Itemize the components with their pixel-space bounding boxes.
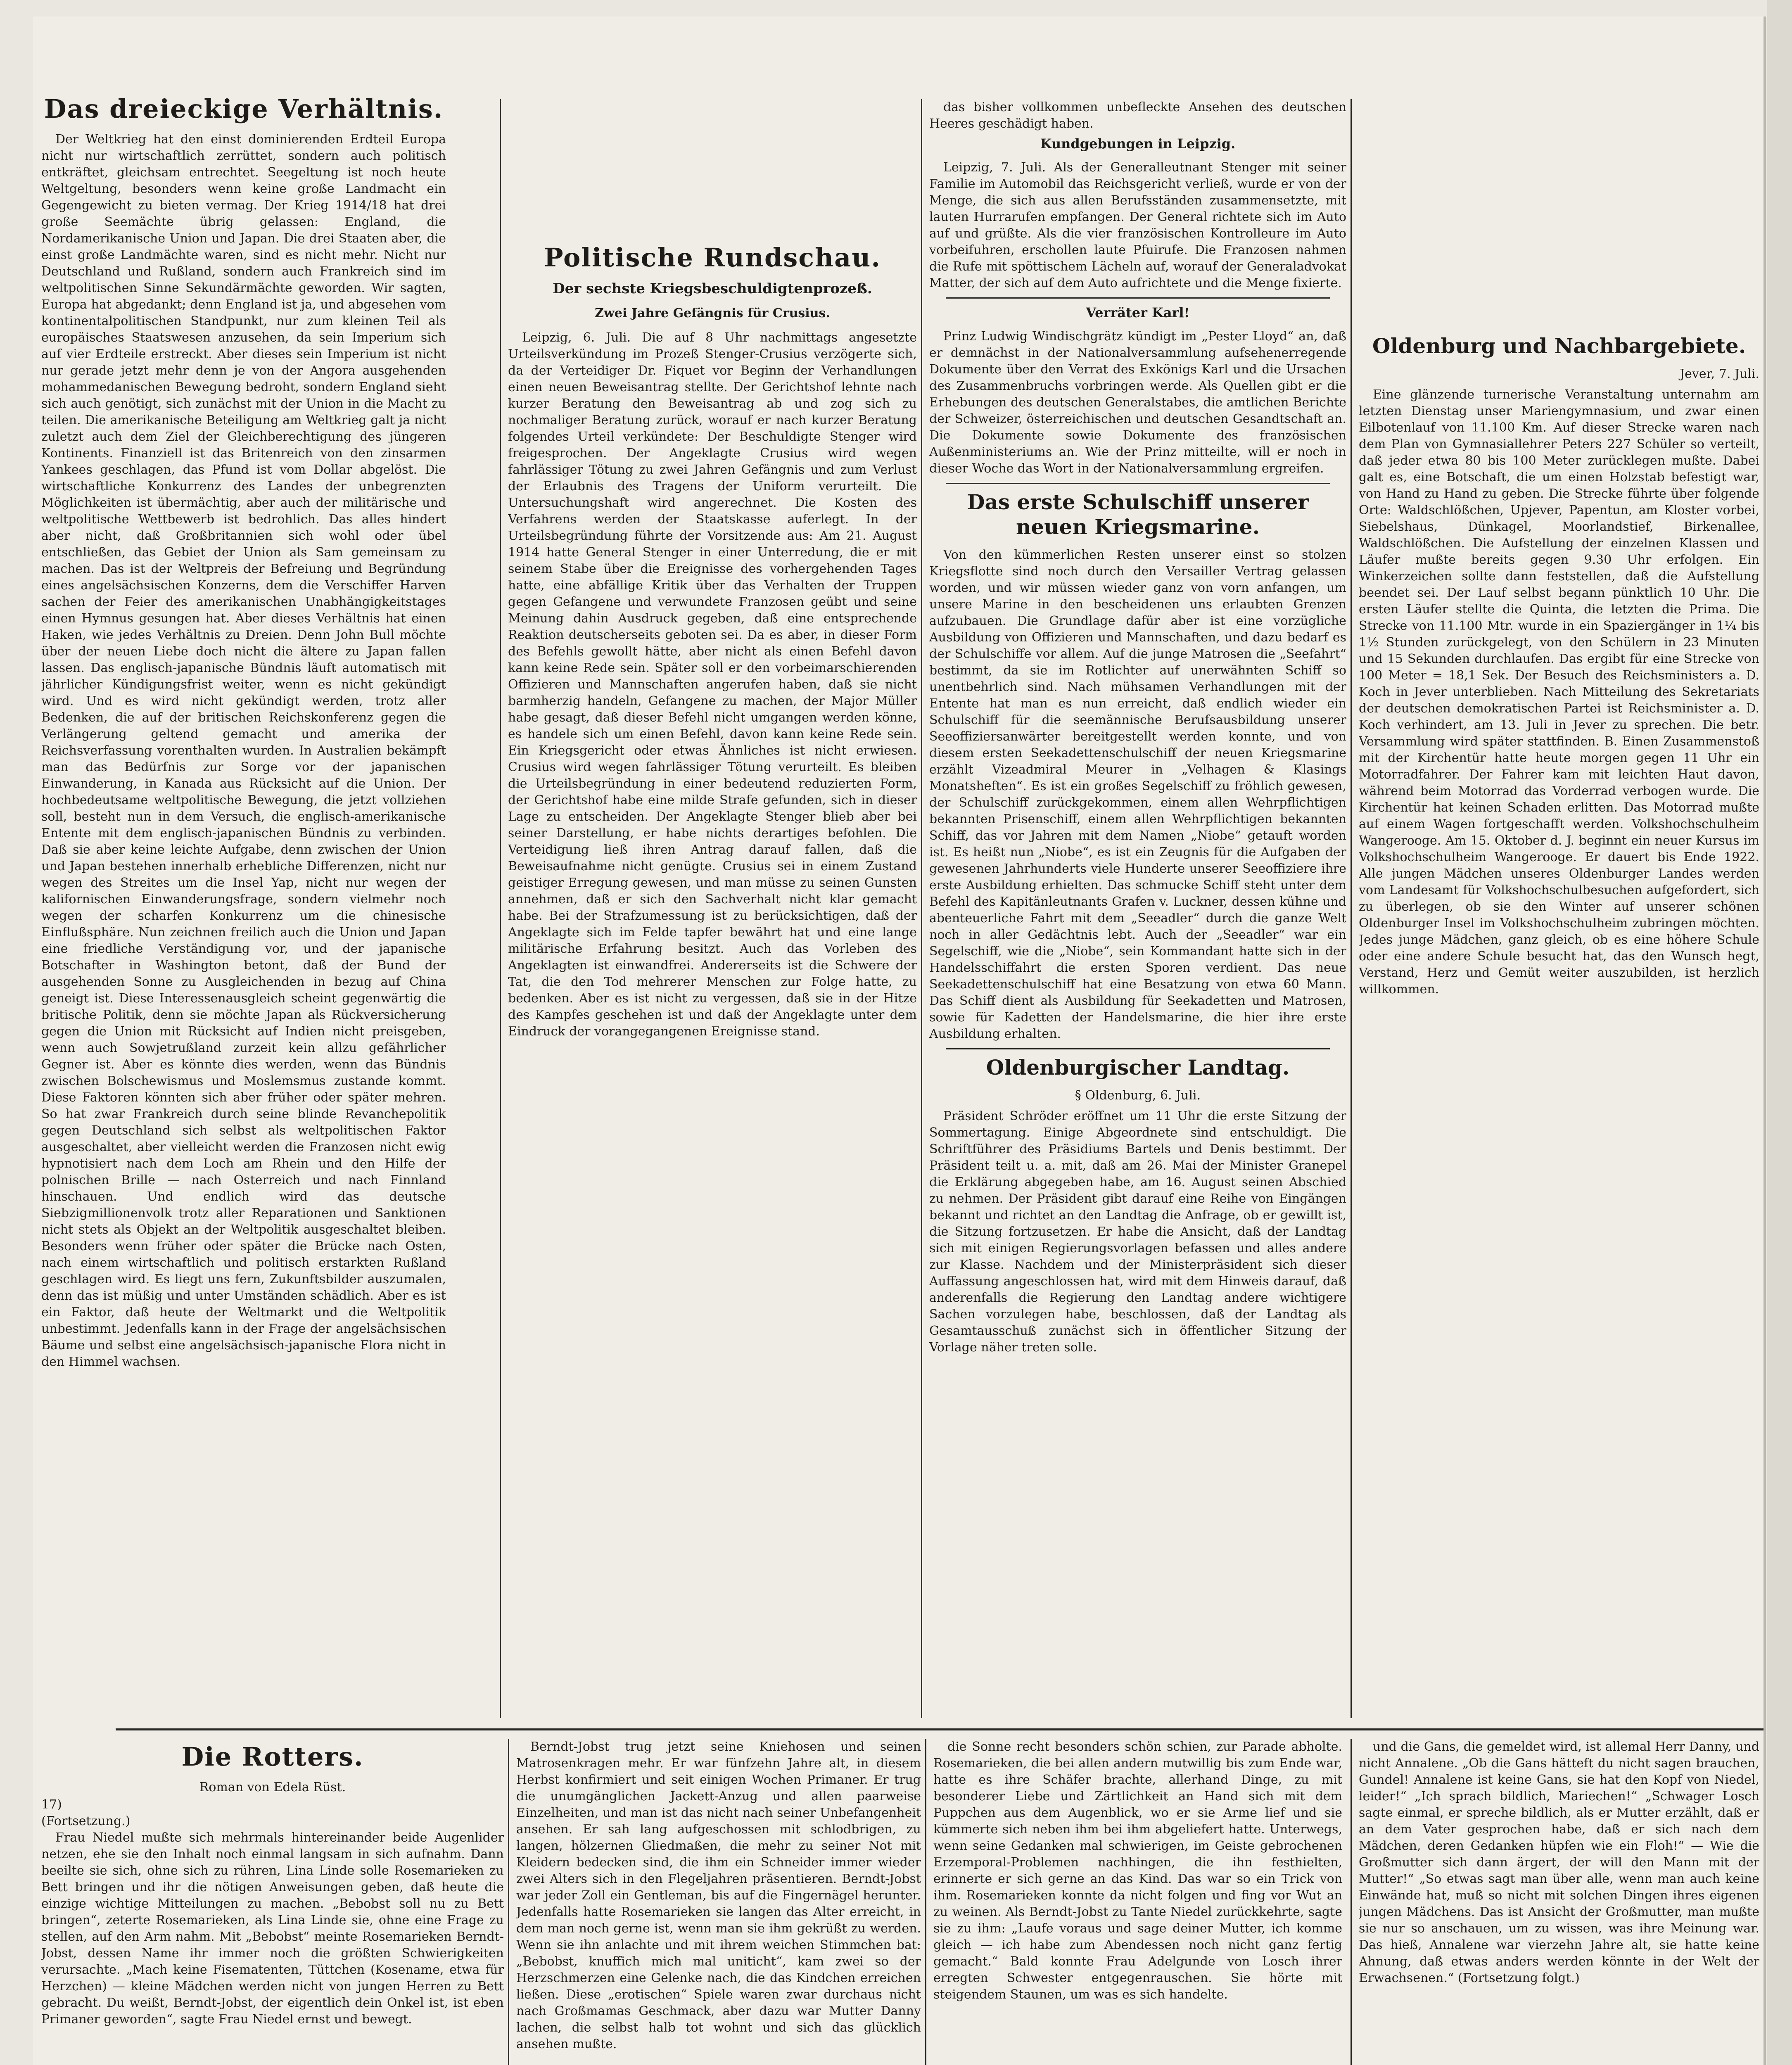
- article-body: Leipzig, 6. Juli. Die auf 8 Uhr nachmittags angesetzte Urteilsverkündung im Prozeß Stenger-Crusius verzögerte sich, da der Verteidiger Dr. Fiquet vor Beginn der Verhandlungen einen neuen Beweisantrag stellte. Der Gerichtshof lehnte nach kurzer Beratung den Beweisantrag ab und zog sich zu nochmaliger Beratung zurück, worauf er nach kurzer Beratung folgendes Urteil verkündete: Der Beschuldigte Stenger wird freigesprochen. Der Angeklagte Crusius wird wegen fahrlässiger Tötung zu zwei Jahren Gefängnis und zum Verlust der Erlaubnis des Tragens der Uniform verurteilt. Die Untersuchungshaft wird angerechnet. Die Kosten des Verfahrens werden der Staatskasse auferlegt. In der Urteilsbegründung führte der Vorsitzende aus: Am 21. August 1914 hatte General Stenger in einer Unterredung, die er mit seinem Stabe über die Ereignisse des vorhergehenden Tages hatte, eine abfällige Kritik über das Verhalten der Truppen gegen Gefangene und verwundete Franzosen geübt und seine Meinung dahin Ausdruck gegeben, daß eine entsprechende Reaktion deutscherseits geboten sei. Da es aber, in dieser Form des Befehls gewollt hätte, aber nicht als einen Befehl davon kann keine Rede sein. Später soll er den vorbeimarschierenden Offizieren und Mannschaften angerufen haben, daß sie nicht barmherzig handeln, Gefangene zu machen, der Major Müller habe gesagt, daß dieser Befehl nicht umgangen werden könne, es handele sich um einen Befehl, davon kann keine Rede sein. Ein Kriegsgericht oder etwas Ähnliches ist nicht erwiesen. Crusius wird wegen fahrlässiger Tötung verurteilt. Es bleiben die Urteilsbegründung in einer bedeutend reduzierten Form, der Gerichtshof habe eine milde Strafe gefunden, sich in dieser Lage zu entscheiden. Der Angeklagte Stenger blieb aber bei seiner Darstellung, er habe nichts derartiges befohlen. Die Verteidigung ließ ihren Antrag darauf fallen, daß die Beweisaufnahme nicht genügte. Crusius sei in einem Zustand geistiger Erregung gewesen, und man müsse zu seinen Gunsten annehmen, daß er sich den Sachverhalt nicht klar gemacht habe. Bei der Strafzumessung ist zu berücksichtigen, daß der Angeklagte sich im Felde tapfer bewährt hat und eine lange militärische Erfahrung besitzt. Auch das Vorleben des Angeklagten ist einwandfrei. Andererseits ist die Schwere der Tat, die den Tod mehrerer Menschen zur Folge hatte, zu bedenken. Aber es ist nicht zu vergessen, daß sie in der Hitze des Kampfes geschehen ist und daß der Angeklagte unter dem Eindruck der vorangegangenen Ereignisse stand.: [508, 330, 917, 1039]
- newspaper-page: [33, 17, 1766, 2065]
- article-body: Leipzig, 7. Juli. Als der Generalleutnant Stenger mit seiner Familie im Automobil das Reichsgericht verließ, wurde er von der Menge, die sich aus allen Berufsständen zusammensetzte, mit lauten Hurrarufen empfangen. Der General richtete sich im Auto auf und grüßte. Als die vier französischen Kontrolleure im Auto vorbeifuhren, erschollen laute Pfuirufe. Die Franzosen nahmen die Rufe mit spöttischem Lächeln auf, worauf der Generaladvokat Matter, der sich auf dem Auto aufrichtete und die Menge fixierte.: [929, 160, 1346, 290]
- article-title: Politische Rundschau.: [544, 242, 881, 273]
- section-separator: [946, 483, 1330, 484]
- novel-continued-note: (Fortsetzung.): [41, 1814, 131, 1828]
- article-dateline: Jever, 7. Juli.: [1680, 367, 1759, 381]
- article-title: Oldenburgischer Landtag.: [986, 1055, 1290, 1080]
- column-divider: [500, 99, 501, 1718]
- article-body: Der Weltkrieg hat den einst dominierenden Erdteil Europa nicht nur wirtschaftlich zerrüttet, sondern auch politisch entkräftet, gleichsam entrechtet. Seegeltung ist noch heute Weltgeltung, besonders wenn keine große Landmacht ein Gegengewicht zu bieten vermag. Der Krieg 1914/18 hat drei große Seemächte übrig gelassen: England, die Nordamerikanische Union und Japan. Die drei Staaten aber, die einst große Landmächte waren, sind es nicht mehr. Nicht nur Deutschland und Rußland, sondern auch Frankreich sind im weltpolitischen Sinne Sekundärmächte geworden. Wir sagten, Europa hat abgedankt; denn England ist ja, und abgesehen vom kontinentalpolitischen Standpunkt, nur zum kleinen Teil als europäisches Staatswesen anzusehen, da sein Imperium sich auf vier Erdteile erstreckt. Aber dieses sein Imperium ist nicht nur gerade jetzt mehr denn je von der Angora ausgehenden mohammedanischen Bewegung bedroht, sondern England sieht sich auch genötigt, sich zunächst mit der Union in die Macht zu teilen. Die amerikanische Beteiligung am Weltkrieg galt ja nicht zuletzt auch dem Ziel der Gleichberechtigung des jüngeren Kontinents. Finanziell ist das Britenreich von den zinsarmen Yankees geschlagen, das Pfund ist vom Dollar abgelöst. Die wirtschaftliche Konkurrenz des Landes der unbegrenzten Möglichkeiten ist übermächtig, aber auch der militärische und weltpolitische Wettbewerb ist bedrohlich. Das alles hindert aber nicht, daß Großbritannien sich wohl oder übel entschließen, das Gebiet der Union als Sam gemeinsam zu machen. Das ist der Weltpreis der Befreiung und Begründung eines angelsächsischen Konzerns, dem die Verschiffer Harven sachen der Feier des amerikanischen Unabhängigkeitstages einen Hymnus gesungen hat. Aber dieses Verhältnis hat einen Haken, wie jedes Verhältnis zu Dreien. Denn John Bull möchte über der neuen Liebe doch nicht die ältere zu Japan fallen lassen. Das englisch-japanische Bündnis läuft automatisch mit jährlicher Kündigungsfrist weiter, wenn es nicht gekündigt wird. Und es wird nicht gekündigt werden, trotz aller Bedenken, die auf der britischen Reichskonferenz gegen die Verlängerung geltend gemacht und amerika der Reichsverfassung vorenthalten wurden. In Australien bekämpft man das Bedürfnis zur Sorge vor der japanischen Einwanderung, in Kanada aus Rücksicht auf die Union. Der hochbedeutsame weltpolitische Bewegung, die jetzt vollziehen soll, besteht nun in dem Versuch, die englisch-amerikanische Entente mit dem englisch-japanischen Bündnis zu verbinden. Daß sie aber keine leichte Aufgabe, denn zwischen der Union und Japan bestehen innerhalb erhebliche Differenzen, nicht nur wegen des Streites um die Insel Yap, nicht nur wegen der kalifornischen Einwanderungsfrage, sondern vielmehr noch wegen der scharfen Konkurrenz um die chinesische Einflußsphäre. Nun zeichnen freilich auch die Union und Japan eine friedliche Verständigung vor, und der japanische Botschafter in Washington betont, daß der Bund der ausgehenden Sonne zu Ausgleichenden in bezug auf China geneigt ist. Diese Interessenausgleich scheint gegenwärtig die britische Politik, denn sie möchte Japan als Rückversicherung gegen die Union mit Rücksicht auf Indien nicht preisgeben, wenn auch Sowjetrußland zurzeit kein allzu gefährlicher Gegner ist. Aber es könnte dies werden, wenn das Bündnis zwischen Bolschewismus und Moslemsmus zustande kommt. Diese Faktoren könnten sich aber früher oder später mehren. So hat zwar Frankreich durch seine blinde Revanchepolitik gegen Deutschland sich selbst als weltpolitischen Faktor ausgeschaltet, aber vielleicht werden die Franzosen nicht ewig hypnotisiert nach dem Loch am Rhein und den Hilfe der polnischen Brille — nach Osterreich und nach Finnland hinschauen. Und endlich wird das deutsche Siebzigmillionenvolk trotz aller Reparationen und Sanktionen nicht stets als Objekt an der Weltpolitik ausgeschaltet bleiben. Besonders wenn früher oder später die Brücke nach Osten, nach einem wirtschaftlich und politisch erstarkten Rußland geschlagen wird. Es liegt uns fern, Zukunftsbilder auszumalen, denn das ist müßig und unter Umständen schädlich. Aber es ist ein Faktor, daß heute der Weltmarkt und die Weltpolitik unbestimmt. Jedenfalls kann in der Frage der angelsächsischen Bäume und selbst eine angelsächsisch-japanische Flora nicht in den Himmel wachsen.: [41, 132, 446, 1369]
- article-subsubtitle: Zwei Jahre Gefängnis für Crusius.: [595, 306, 830, 320]
- feuilleton-rule: [116, 1728, 1764, 1730]
- page-edge: [1767, 0, 1792, 2065]
- article-dateline: § Oldenburg, 6. Juli.: [1075, 1088, 1201, 1103]
- novel-rotters-col1: [41, 1739, 504, 2065]
- article-title: Oldenburg und Nachbargebiete.: [1372, 334, 1746, 358]
- novel-title: Die Rotters.: [181, 1742, 364, 1772]
- article-title: Das dreieckige Verhältnis.: [44, 94, 444, 124]
- column-divider: [925, 1739, 926, 2065]
- article-oldenburg: [1359, 330, 1759, 1718]
- column-divider: [1351, 99, 1352, 1718]
- article-title: Kundgebungen in Leipzig.: [1040, 136, 1236, 152]
- article-rundschau: [508, 240, 917, 1702]
- section-separator: [946, 297, 1330, 299]
- article-body: Von den kümmerlichen Resten unserer einst so stolzen Kriegsflotte sind noch durch den Versailler Vertrag gelassen worden, und wir müssen wieder ganz von vorn anfangen, um unsere Marine in den bescheidenen uns erlaubten Grenzen aufzubauen. Die Grundlage dafür aber ist eine vorzügliche Ausbildung von Offizieren und Mannschaften, und dazu bedarf es der Schulschiffe vor allem. Auf die junge Matrosen die „Seefahrt“ bestimmt, da sie im Rotlichter auf unerwähnten Schiff so unentbehrlich sind. Nach mühsamen Verhandlungen mit der Entente hat man es nun erreicht, daß endlich wieder ein Schulschiff für die seemännische Berufsausbildung unserer Seeoffiziersanwärter bereitgestellt werden konnte, und von diesem ersten Seekadettenschulschiff der neuen Kriegsmarine erzählt Vizeadmiral Meurer in „Velhagen & Klasings Monatsheften“. Es ist ein großes Segelschiff zu fröhlich gewesen, der Schulschiff zurückgekommen, einem allen Wehrpflichtigen bekannten Prisenschiff, einem allen Wehrpflichtigen bekannten Schiff, das vor Jahren mit dem Namen „Niobe“ getauft worden ist. Es heißt nun „Niobe“, es ist ein Zeugnis für die Aufgaben der gewesenen Jahrhunderts viele Hunderte unserer Seeoffiziere ihre erste Ausbildung erhielten. Das schmucke Schiff steht unter dem Befehl des Kapitänleutnants Grafen v. Luckner, dessen kühne und abenteuerliche Fahrt mit dem „Seeadler“ durch die ganze Welt noch in aller Gedächtnis lebt. Auch der „Seeadler“ war ein Segelschiff, wie die „Niobe“, sein Kommandant hatte sich in der Handelsschiffahrt die ersten Sporen verdient. Das neue Seekadettenschulschiff hat eine Besatzung von etwa 60 Mann. Das Schiff dient als Ausbildung für Seekadetten und Matrosen, sowie für Kadetten der Handelsmarine, die hier ihre erste Ausbildung erhalten.: [929, 548, 1346, 1041]
- novel-installment: 17): [41, 1797, 62, 1812]
- article-title: Das erste Schulschiff unserer neuen Kriegsmarine.: [967, 490, 1309, 539]
- novel-rotters-col4: [1359, 1739, 1759, 2065]
- article-body: Eine glänzende turnerische Veranstaltung unternahm am letzten Dienstag unser Mariengymnasium, und zwar einen Eilbotenlauf von 11.100 Km. Auf dieser Strecke waren nach dem Plan von Gymnasiallehrer Peters 227 Schüler so verteilt, daß jeder etwa 80 bis 100 Meter zurücklegen mußte. Dabei galt es, eine Botschaft, die um einen Holzstab befestigt war, von Hand zu Hand zu geben. Die Strecke führte über folgende Orte: Waldschlößchen, Upjever, Papentun, am Kloster vorbei, Siebelshaus, Dünkagel, Moorlandstief, Birkenallee, Waldschlößchen. Die Aufstellung der einzelnen Klassen und Läufer mußte bereits gegen 9.30 Uhr erfolgen. Ein Winkerzeichen sollte dann feststellen, daß die Aufstellung beendet sei. Der Lauf selbst begann pünktlich 10 Uhr. Die ersten Läufer stellte die Quinta, die letzten die Prima. Die Strecke von 11.100 Mtr. wurde in ein Spaziergänger in 1¼ bis 1½ Stunden zurückgelegt, von den Schülern in 23 Minuten und 15 Sekunden durchlaufen. Das ergibt für eine Strecke von 100 Meter = 18,1 Sek. Der Besuch des Reichsministers a. D. Koch in Jever unterblieben. Nach Mitteilung des Sekretariats der deutschen demokratischen Partei ist Reichsminister a. D. Koch verhindert, am 13. Juli in Jever zu sprechen. Die betr. Versammlung wird später stattfinden. B. Einen Zusammenstoß mit der Kirchentür hatte heute morgen gegen 11 Uhr ein Motorradfahrer. Der Fahrer kam mit leichten Haut davon, während beim Motorrad das Vorderrad verbogen wurde. Die Kirchentür hat keinen Schaden erlitten. Das Motorrad mußte auf einem Wagen fortgeschafft werden. Volkshochschulheim Wangerooge. Am 15. Oktober d. J. beginnt ein neuer Kursus im Volkshochschulheim Wangerooge. Er dauert bis Ende 1922. Alle jungen Mädchen unseres Oldenburger Landes werden vom Landesamt für Volkshochschulbesuchen aufgefordert, sich zu überlegen, ob sie den Winter auf unserer schönen Oldenburger Insel im Volkshochschulheim zubringen möchten. Jedes junge Mädchen, ganz gleich, ob es eine höhere Schule oder eine andere Schule besucht hat, das den Wunsch hegt, Verstand, Herz und Gemüt weiter auszubilden, ist herzlich willkommen.: [1359, 387, 1759, 997]
- column-divider: [921, 99, 922, 1718]
- article-subtitle: Der sechste Kriegsbeschuldigtenprozeß.: [553, 280, 872, 297]
- article-title: Verräter Karl!: [1086, 305, 1190, 320]
- article-lead: das bisher vollkommen unbefleckte Ansehen des deutschen Heeres geschädigt haben.: [929, 100, 1346, 131]
- section-separator: [946, 1048, 1330, 1049]
- article-dreieck: [41, 91, 446, 1644]
- novel-body: und die Gans, die gemeldet wird, ist allemal Herr Danny, und nicht Annalene. „Ob die Gans hätteft du nicht sagen brauchen, Gundel! Annalene ist keine Gans, sie hat den Kopf von Niedel, leider!“ „Ich sprach bildlich, Mariechen!“ „Schwager Losch sagte einmal, er spreche bildlich, als er Mutter erzählt, daß er an dem Vater gesprochen habe, daß er sich nach dem Mädchen, deren Gedanken hüpfen wie ein Floh!“ — Wie die Großmutter sich dann ärgert, der will den Mann mit der Mutter!“ „So etwas sagt man über alle, wenn man auch keine Einwände hat, muß so nicht mit solchen Dingen ihres eigenen jungen Mädchens. Das ist Ansicht der Großmutter, man mußte sie nur so anschauen, um zu wissen, was ihre Meinung war. Das hieß, Annalene war vierzehn Jahre alt, sie hatte keine Ahnung, daß etwas anders werden könnte in der Welt der Erwachsenen.“ (Fortsetzung folgt.): [1359, 1740, 1759, 1985]
- novel-rotters-col2: [516, 1739, 921, 2065]
- column-divider: [1351, 1739, 1352, 2065]
- novel-byline: Roman von Edela Rüst.: [199, 1780, 346, 1794]
- novel-body: Berndt-Jobst trug jetzt seine Kniehosen und seinen Matrosenkragen mehr. Er war fünfzehn Jahre alt, in diesem Herbst konfirmiert und seit einigen Wochen Primaner. Er trug die unumgänglichen Jackett-Anzug und allen paarweise Einzelheiten, und man ist das nicht nach seiner Unbefangenheit ansehen. Er sah lang aufgeschossen mit schlodbrigen, zu langen, hölzernen Gliedmaßen, die mehr zu seiner Not mit Kleidern bedecken sind, die ihm ein Schneider immer wieder zwei Alters sich in den Flegeljahren präsentieren. Berndt-Jobst war jeder Zoll ein Gentleman, bis auf die Fingernägel herunter. Jedenfalls hatte Rosemarieken sie langen das Alter erreicht, in dem man noch gerne ist, wenn man sie ihm gekrüßt zu werden. Wenn sie ihn anlachte und mit ihrem weichen Stimmchen bat: „Bebobst, knuffich mich mal uniticht“, kam zwei so der Herzschmerzen eine Gelenke nach, die das Kindchen erreichen ließen. Diese „erotischen“ Spiele waren zwar durchaus nicht nach Großmamas Geschmack, aber dazu war Mutter Danny lachen, die selbst halb tot wohnt und sich das glücklich ansehen mußte.: [516, 1740, 921, 2051]
- novel-body: Frau Niedel mußte sich mehrmals hintereinander beide Augenlider netzen, ehe sie den Inhalt noch einmal langsam in sich aufnahm. Dann beeilte sie sich, ohne sich zu rühren, Lina Linde solle Rosemarieken zu Bett bringen und ihr die nötigen Anweisungen geben, daß heute die einzige wichtige Mitteilungen zu machen. „Bebobst soll nu zu Bett bringen“, zeterte Rosemarieken, als Lina Linde sie, ohne eine Frage zu stellen, auf den Arm nahm. Mit „Bebobst“ meinte Rosemarieken Berndt-Jobst, dessen Name ihr immer noch die größten Schwierigkeiten verursachte. „Mach keine Fisematenten, Tüttchen (Kosename, etwa für Herzchen) — kleine Mädchen werden nicht von jungen Herren zu Bett gebracht. Du weißt, Berndt-Jobst, der eigentlich dein Onkel ist, ist eben Primaner geworden“, sagte Frau Niedel ernst und bewegt.: [41, 1830, 504, 2027]
- article-body: Präsident Schröder eröffnet um 11 Uhr die erste Sitzung der Sommertagung. Einige Abgeordnete sind entschuldigt. Die Schriftführer des Präsidiums Bartels und Denis bestimmt. Der Präsident teilt u. a. mit, daß am 26. Mai der Minister Granepel die Erklärung abgegeben habe, am 16. August seinen Abschied zu nehmen. Der Präsident gibt darauf eine Reihe von Eingängen bekannt und richtet an den Landtag die Anfrage, ob er gewillt ist, die Sitzung fortzusetzen. Er habe die Ansicht, daß der Landtag sich mit einigen Regierungsvorlagen befassen und alles andere zur Klasse. Nachdem und der Ministerpräsident sich dieser Auffassung angeschlossen hat, wird mit dem Hinweis darauf, daß anderenfalls die Regierung den Landtag andere wichtigere Sachen vorzulegen habe, beschlossen, daß der Landtag als Gesamtausschuß zunächst sich in öffentlicher Sitzung der Vorlage näher treten solle.: [929, 1109, 1346, 1355]
- novel-rotters-col3: [933, 1739, 1342, 2065]
- novel-body: die Sonne recht besonders schön schien, zur Parade abholte. Rosemarieken, die bei allen andern mutwillig bis zum Ende war, hatte es ihre Schäfer brachte, allerhand Dinge, zu mit besonderer Liebe und Zärtlichkeit an Hand sich mit dem Puppchen aus dem Augenblick, wo er sie Arme lief und sie kümmerte sich neben ihm bei ihm abgeliefert hatte. Unterwegs, wenn seine Gedanken mal schwierigen, im Geiste gebrochenen Erzemporal-Problemen nachhingen, die ihn festhielten, erinnerte er sich gerne an das Kind. Das war so ein Trick von ihm. Rosemarieken konnte da nicht folgen und fing vor Wut an zu weinen. Als Berndt-Jobst zu Tante Niedel zurückkehrte, sagte sie zu ihm: „Laufe voraus und sage deiner Mutter, ich komme gleich — ich habe zum Abendessen noch nicht ganz fertig gemacht.“ Bald konnte Frau Adelgunde von Losch ihrer erregten Schwester entgegenrauschen. Sie hörte mit steigendem Staunen, um was es sich handelte.: [933, 1740, 1342, 2002]
- article-body: Prinz Ludwig Windischgrätz kündigt im „Pester Lloyd“ an, daß er demnächst in der Nationalversammlung aufsehenerregende Dokumente über den Verrat des Exkönigs Karl und die Ursachen des Zusammenbruchs vorbringen werde. Als Quellen gibt er die Erhebungen des deutschen Generalstabes, die amtlichen Berichte der Schweizer, österreichischen und deutschen Gesandtschaft an. Die Dokumente sowie Dokumente des französischen Außenministeriums an. Wie der Prinz mitteilte, will er noch in dieser Woche das Wort in der Nationalversammlung ergreifen.: [929, 329, 1346, 476]
- column-three: [929, 99, 1346, 1718]
- column-divider: [508, 1739, 509, 2065]
